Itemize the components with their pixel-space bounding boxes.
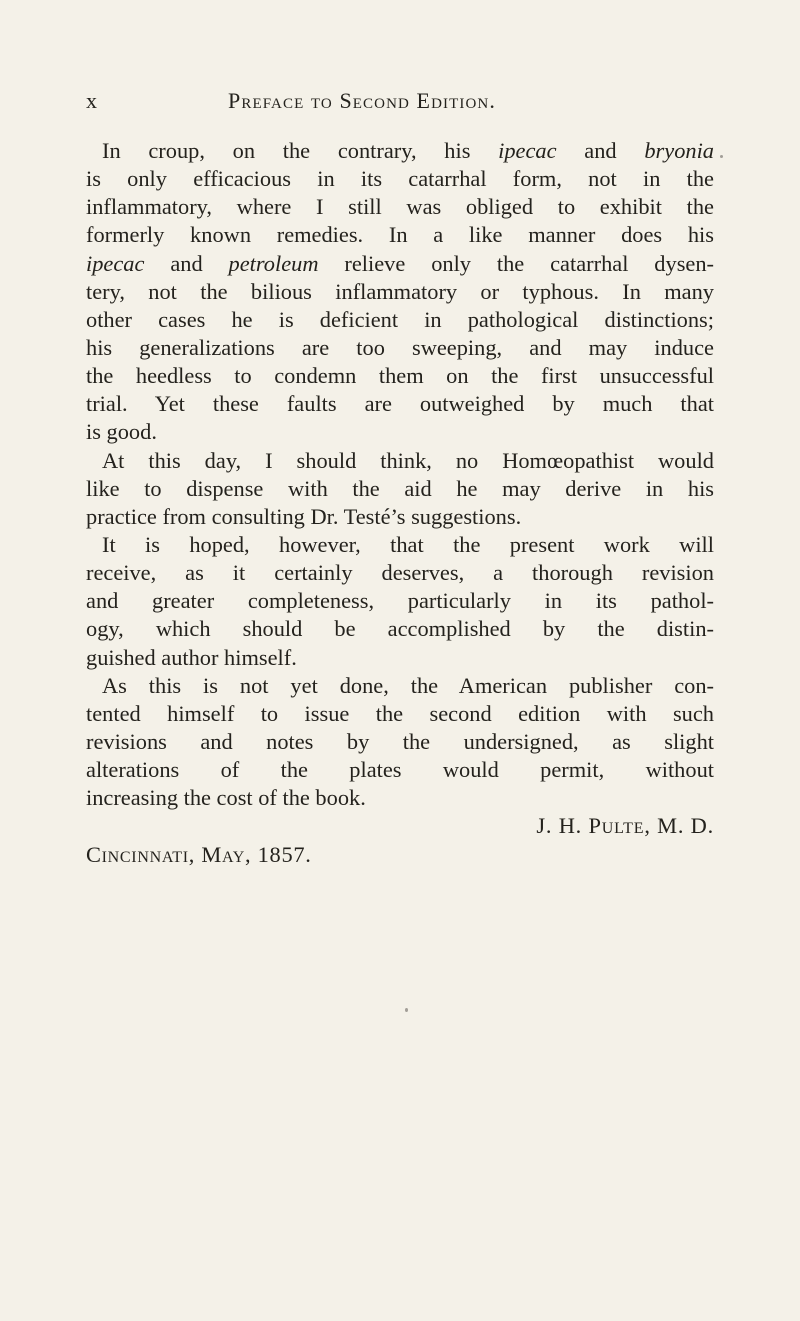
text-line-6: tery, not the bilious inflammatory or typhous. In many bbox=[86, 278, 714, 304]
text-line-5: ipecac and petroleum relieve only the catarrhal dysen- bbox=[86, 250, 714, 276]
text-line-16: receive, as it certainly deserves, a thorough revision bbox=[86, 560, 714, 586]
place-date-line bbox=[86, 841, 714, 869]
page-number: x bbox=[86, 88, 98, 113]
text-line-20: As this is not yet done, the American publisher con- bbox=[102, 672, 714, 698]
signature: J. H. Pulte, M. D. bbox=[536, 813, 714, 839]
preface-text bbox=[86, 137, 714, 869]
text-line-23: alterations of the plates would permit, without bbox=[86, 757, 714, 783]
text-line-13: like to dispense with the aid he may derive in his bbox=[86, 475, 714, 501]
text-line-14: practice from consulting Dr. Testé’s suggestions. bbox=[86, 503, 522, 529]
paper-speck bbox=[405, 1008, 408, 1012]
text-line-12: At this day, I should think, no Homœopathist would bbox=[102, 447, 714, 473]
text-line-4: formerly known remedies. In a like manner does his bbox=[86, 222, 714, 248]
page-header bbox=[86, 88, 713, 118]
place-date: Cincinnati, May, 1857. bbox=[86, 841, 312, 867]
running-title: Preface to Second Edition. bbox=[228, 88, 496, 113]
text-line-24: increasing the cost of the book. bbox=[86, 785, 366, 811]
text-line-3: inflammatory, where I still was obliged to exhibit the bbox=[86, 194, 714, 220]
text-line-11: is good. bbox=[86, 419, 157, 445]
text-line-9: the heedless to condemn them on the first unsuccessful bbox=[86, 363, 714, 389]
text-line-7: other cases he is deficient in pathological distinctions; bbox=[86, 306, 714, 332]
text-line-22: revisions and notes by the undersigned, as slight bbox=[86, 728, 714, 754]
text-line-8: his generalizations are too sweeping, and may induce bbox=[86, 334, 714, 360]
text-line-10: trial. Yet these faults are outweighed by much that bbox=[86, 391, 714, 417]
text-line-18: ogy, which should be accomplished by the distin- bbox=[86, 616, 714, 642]
paper-speck bbox=[720, 155, 723, 158]
text-line-15: It is hoped, however, that the present work will bbox=[102, 531, 714, 557]
text-line-19: guished author himself. bbox=[86, 644, 297, 670]
text-line-1: In croup, on the contrary, his ipecac and bryonia bbox=[102, 138, 714, 163]
text-line-21: tented himself to issue the second edition with such bbox=[86, 700, 714, 726]
text-line-2: is only efficacious in its catarrhal form, not in the bbox=[86, 166, 714, 192]
text-line-17: and greater completeness, particularly in its pathol- bbox=[86, 588, 714, 614]
signature-line bbox=[86, 812, 714, 840]
